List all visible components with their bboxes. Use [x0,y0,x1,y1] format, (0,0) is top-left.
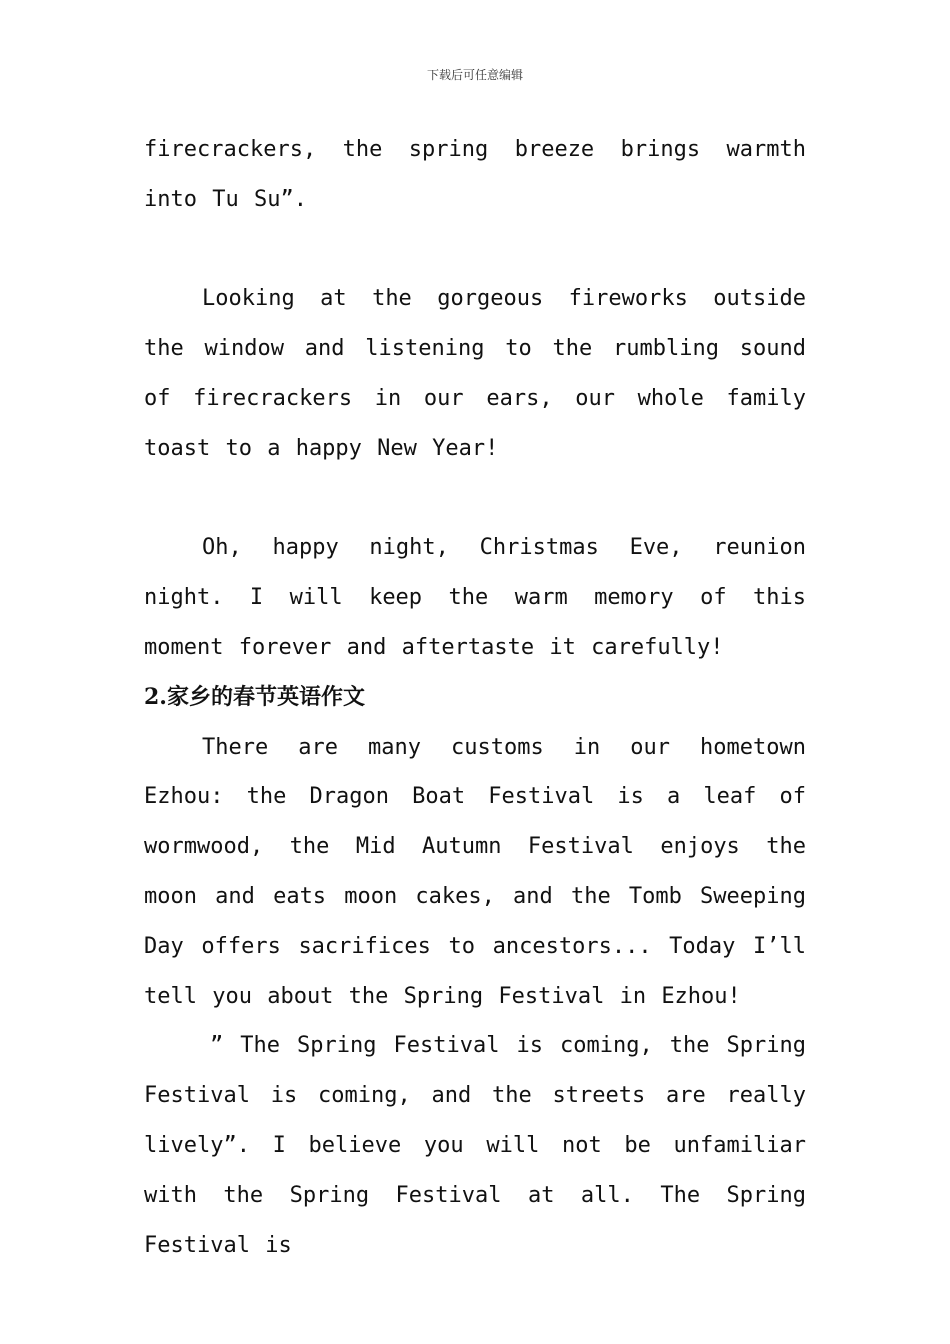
paragraph-happy-night: Oh, happy night, Christmas Eve, reunion night. I will keep the warm memory of this moment forever and aftertaste it carefully! [144,535,806,660]
section-heading: 2.家乡的春节英语作文 [144,683,365,710]
paragraph-continuation: firecrackers, the spring breeze brings warmth into Tu Su”. [144,137,806,212]
paragraph-customs: There are many customs in our hometown Ezhou: the Dragon Boat Festival is a leaf of wormwood, the Mid Autumn Festival enjoys the moon and eats moon cakes, and the Tomb Sweeping Day offers sacrifices to ancestors... Today I’ll tell you about the Spring Festival in Ezhou! [144,734,806,1009]
paragraph-fireworks: Looking at the gorgeous fireworks outside the window and listening to the rumbling sound of firecrackers in our ears, our whole family toast to a happy New Year! [144,286,806,461]
document-body [144,125,806,1270]
paragraph-spacer [144,225,806,275]
paragraph-spring-festival: ” The Spring Festival is coming, the Spring Festival is coming, and the streets are really lively”. I believe you will not be unfamiliar with the Spring Festival at all. The Spring Festival is [144,1033,806,1258]
paragraph-spacer [144,474,806,524]
page-header-note: 下载后可任意编辑 [426,68,523,82]
